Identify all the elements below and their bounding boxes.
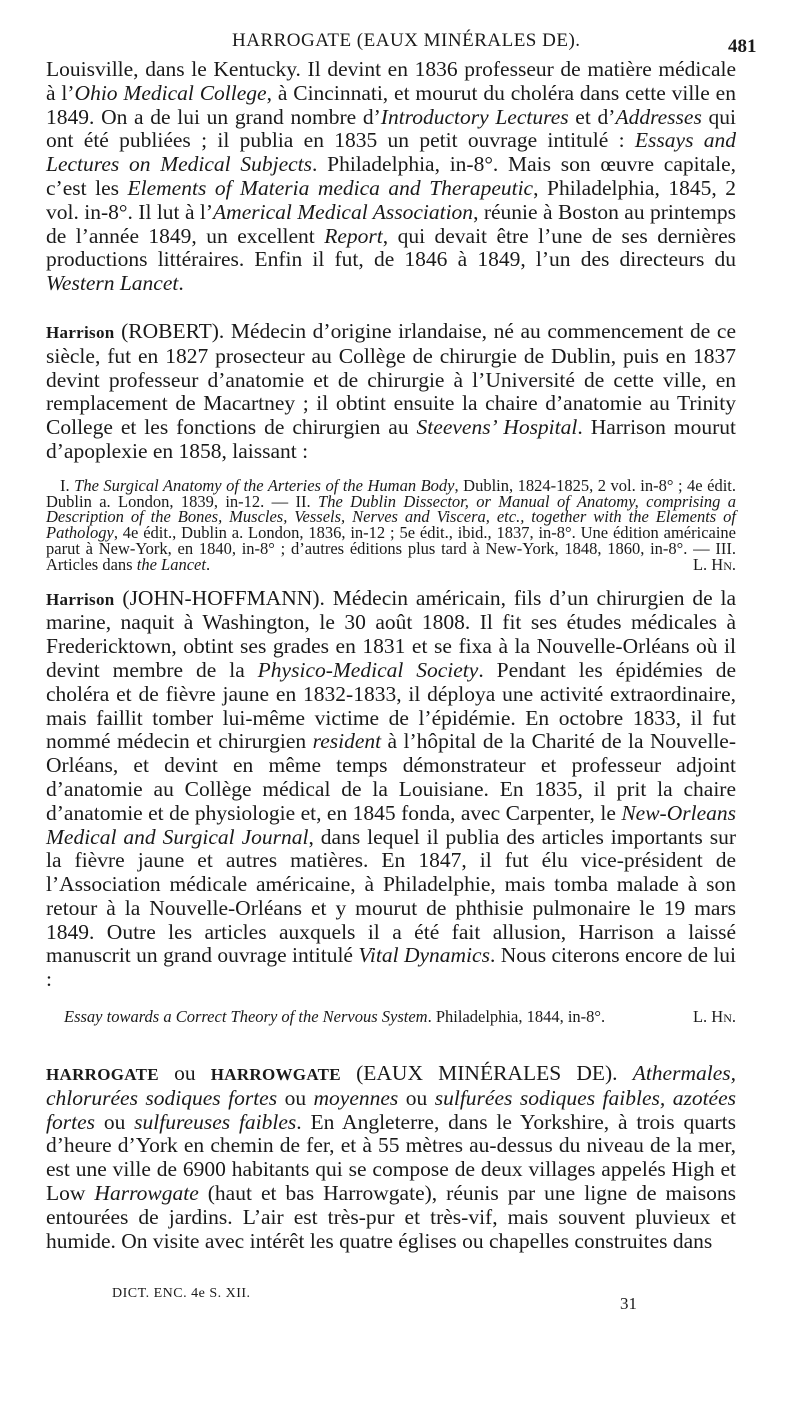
text-run: à l’hôpital de la Charité de la Nouvelle-Orléans, et devint en même temps démonstrateur et professeur adjoint d’anatomie au Collège médical de la Louisiane. En 1835, il prit la chaire d’anatomie et de physiologie et, en 1845 fonda, avec Carpenter, le — [46, 729, 736, 825]
italic-run: New-Orleans Medical and Surgical Journal — [46, 800, 736, 849]
text-run: Louisville, dans le Kentucky. Il devint en 1836 professeur de matière médicale à l’ — [46, 57, 736, 105]
italic-run: The Dublin Dissector, or Manual of Anatomy, comprising a Description of the Bones, Muscles, Vessels, Nerves and Viscera, etc., together with the Elements of Pathology — [46, 491, 736, 543]
text-run: , dans lequel il publia des articles importants sur la fièvre jaune et autres matières. En 1847, il fut élu vice-président de l’Association médicale américaine, à Philadelphie, mais tomba malade à son retour à la Nouvelle-Orléans et y mourut de phthisie pulmonaire le 19 mars 1849. Outre les articles auxquels il a été fait allusion, Harrison a laissé manuscrit un grand ouvrage intitulé — [46, 824, 736, 968]
text-run: ou — [398, 1085, 435, 1110]
italic-run: Addresses — [615, 104, 702, 129]
text-run: . En Angleterre, dans le Yorkshire, à trois quarts d’heure d’York en chemin de fer, et à 55 mètres au-dessus du niveau de la mer, est une ville de 6900 habitants qui se compose de deux villages appelés High et Low — [46, 1109, 736, 1206]
text-run: , 4e édit., Dublin a. London, 1836, in-12 ; 5e édit., ibid., 1837, in-8°. Une édition américaine parut à New-York, en 1840, in-8° ; d’autres éditions plus tard à New-York, 1848, 1860, in-8°. — III. Articles dans — [46, 523, 736, 574]
italic-run: Essay towards a Correct Theory of the Nervous System — [64, 1007, 428, 1027]
sheet-number: 31 — [620, 1294, 637, 1313]
italic-run: Steevens’ Hospital — [416, 415, 578, 440]
italic-run: the Lancet — [136, 554, 206, 574]
italic-run: The Surgical Anatomy of the Arteries of the Human Body — [74, 475, 455, 495]
italic-run: moyennes — [313, 1085, 399, 1110]
entry-name: (ROBERT). — [121, 318, 225, 343]
author-signature: L. Hn. — [692, 1007, 736, 1027]
italic-run: Introductory Lectures — [380, 104, 569, 129]
italic-run: resident — [312, 729, 382, 754]
text-run: , réunie à Boston au printemps de l’année 1849, un excellent — [46, 199, 736, 248]
italic-run: Essays and Lectures on Medical Subjects — [46, 128, 737, 177]
bibliography-john — [46, 1008, 736, 1026]
running-header — [0, 30, 800, 56]
entry-headword: Harrison — [46, 322, 115, 342]
italic-run: Physico-Medical Society — [257, 657, 479, 682]
italic-run: Western Lancet — [46, 271, 179, 296]
entry-harrison-john — [46, 587, 736, 993]
running-title: HARROGATE (EAUX MINÉRALES DE). — [232, 30, 581, 51]
text-run: ou — [94, 1109, 135, 1134]
text-run: . Philadelphia, in-8°. Mais son œuvre capitale, c’est les — [46, 152, 736, 200]
italic-run: sulfureuses faibles — [134, 1109, 297, 1134]
text-run: Médecin d’origine irlandaise, né au commencement de ce siècle, fut en 1827 prosecteur au Collège de chirurgie de Dublin, puis en 1837 devint professeur d’anatomie et de chirurgie à l’Université de cette ville, en remplacement de Macartney ; il obtint ensuite la chaire d’anatomie au Trinity College et les fonctions de chirurgien au — [46, 318, 736, 440]
body-text — [46, 58, 736, 1253]
italic-run: sulfurées sodiques faibles, azotées fortes — [46, 1085, 736, 1134]
text-run: ou — [158, 1061, 211, 1086]
author-signature: L. Hn. — [692, 554, 736, 574]
text-run: . Nous citerons encore de lui : — [46, 943, 737, 992]
entry-harrison-robert — [46, 320, 736, 464]
text-run: , Philadelphia, 1845, 2 vol. in-8°. Il lut à l’ — [46, 175, 737, 224]
text-run: . Pendant les épidémies de choléra et de fièvre jaune en 1832-1833, il déploya une activité extraordinaire, mais faillit tomber lui-même victime de l’épidémie. En octobre 1833, il fut nommé médecin et chirurgien — [46, 657, 736, 754]
italic-run: Vital Dynamics — [358, 943, 490, 968]
text-run: I. — [60, 475, 75, 495]
text-run: . — [205, 554, 211, 574]
text-run: . Philadelphia, 1844, in-8°. — [427, 1007, 606, 1027]
text-run: ou — [277, 1085, 314, 1110]
text-run: Médecin américain, fils d’un chirurgien de la marine, naquit à Washington, le 30 août 1808. Il fit ses études médicales à Fredericktown, obtint ses grades en 1831 et se fixa à la Nouvelle-Orléans où il devint membre de la — [46, 585, 737, 682]
page-number: 481 — [728, 36, 757, 57]
entry-harrogate — [46, 1062, 736, 1253]
entry-name: (JOHN-HOFFMANN). — [122, 585, 325, 610]
entry-name: (EAUX MINÉRALES DE). — [340, 1061, 618, 1086]
page-footer — [0, 1286, 800, 1316]
italic-run: Elements of Materia medica and Therapeutic — [127, 175, 534, 200]
text-run: , à Cincinnati, et mourut du choléra dans cette ville en 1849. On a de lui un grand nombre d’ — [46, 80, 736, 129]
text-run: qui ont été publiées ; il publia en 1835 un petit ouvrage intitulé : — [46, 104, 736, 153]
entry-headword-variant: HARROWGATE — [210, 1065, 341, 1085]
entry-headword: Harrison — [46, 589, 115, 609]
italic-run: Ohio Medical College — [74, 80, 267, 105]
italic-run: Harrowgate — [94, 1181, 199, 1206]
italic-run: Athermales, chlorurées sodiques fortes — [46, 1061, 737, 1110]
paragraph-continuation — [46, 58, 736, 296]
text-run: . — [178, 271, 184, 296]
text-run: , qui devait être l’une de ses dernières productions littéraires. Enfin il fut, de 1846 à 1849, l’un des directeurs du — [46, 223, 736, 272]
italic-run: Americal Medical Association — [213, 199, 474, 224]
text-run: , Dublin, 1824-1825, 2 vol. in-8° ; 4e édit. Dublin a. London, 1839, in-12. — II. — [46, 475, 736, 511]
text-run: . Harrison mourut d’apoplexie en 1858, laissant : — [46, 415, 736, 463]
entry-headword: HARROGATE — [46, 1065, 159, 1085]
text-run: (haut et bas Harrowgate), réunis par une ligne de maisons entourées de jardins. L’air est très-pur et très-vif, mais souvent pluvieux et humide. On visite avec intérêt les quatre églises ou chapelles construites dans — [46, 1181, 736, 1253]
italic-run: Report — [324, 223, 383, 248]
footer-signature: DICT. ENC. 4e S. XII. — [112, 1286, 251, 1301]
text-run: et d’ — [568, 104, 616, 129]
bibliography-robert — [46, 475, 736, 574]
